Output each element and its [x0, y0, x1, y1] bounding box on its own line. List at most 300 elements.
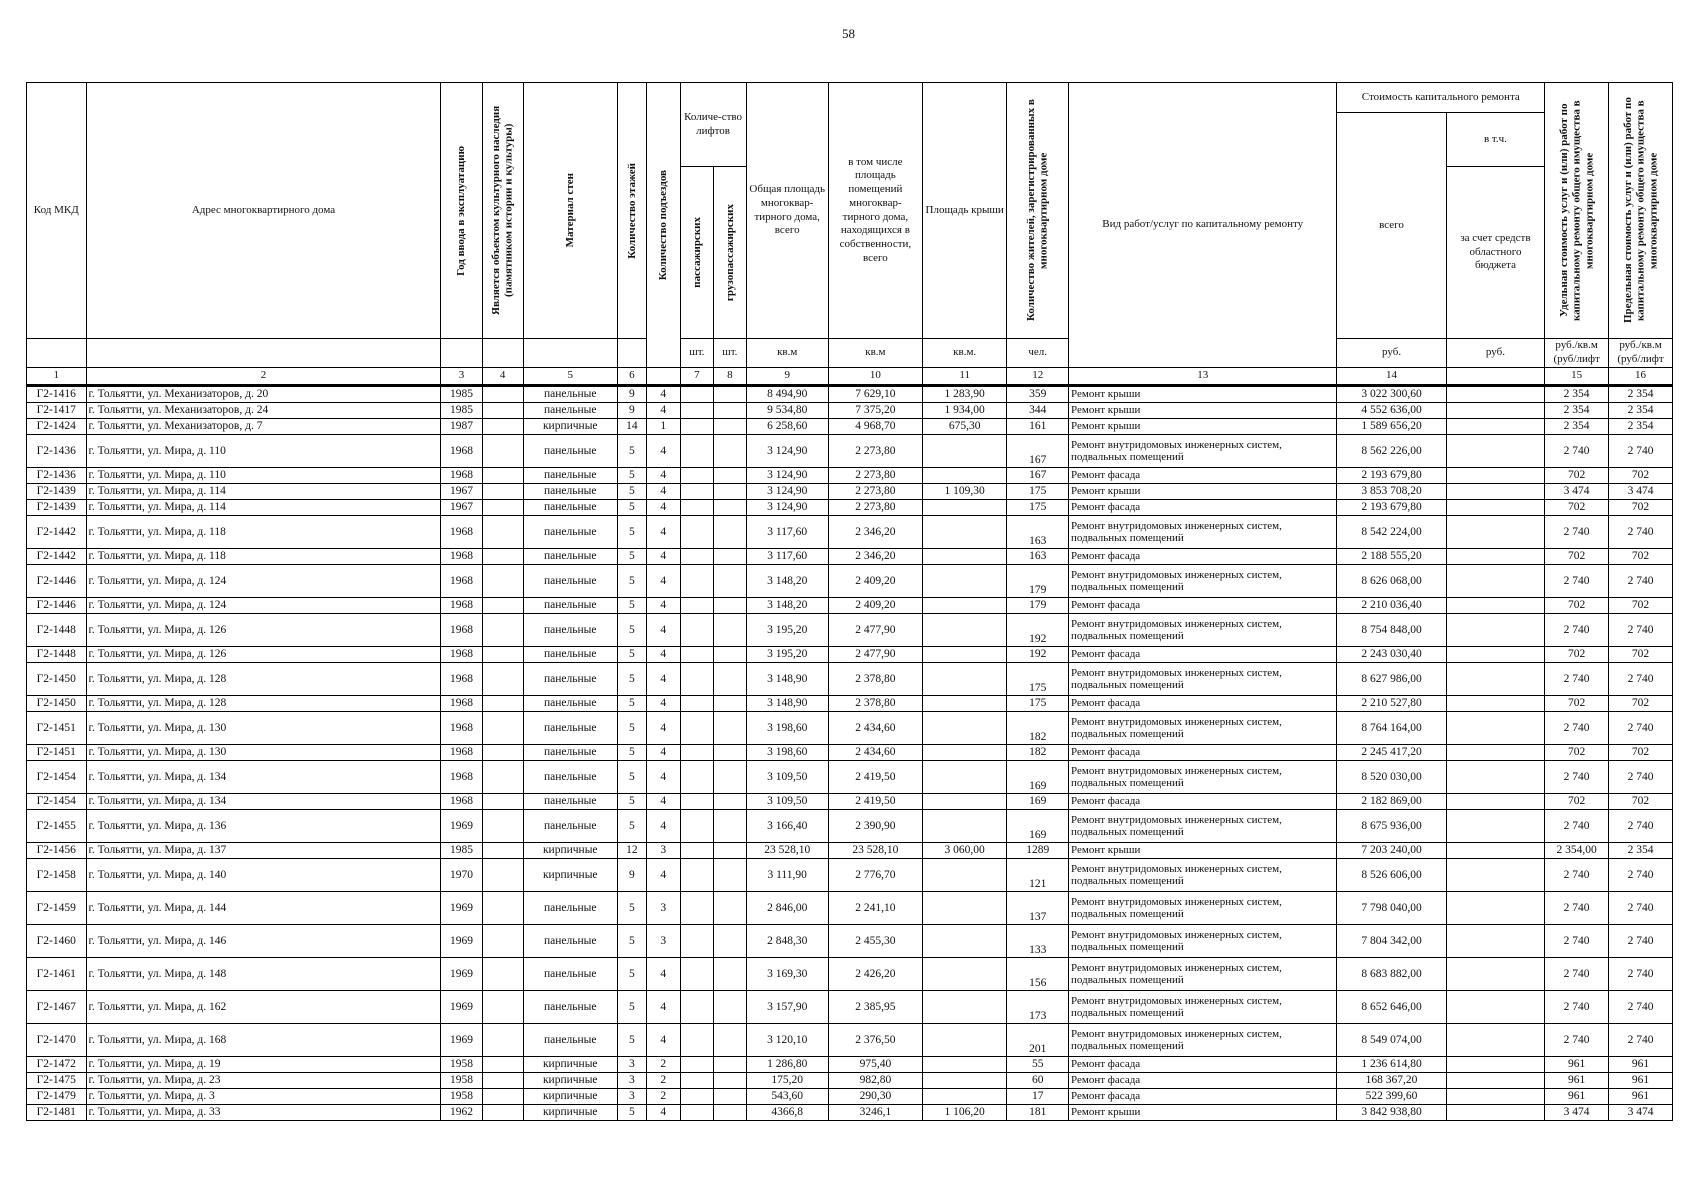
cell-entrances: 4	[647, 598, 681, 614]
table-row	[27, 892, 1673, 925]
cell-roof-area	[922, 1057, 1006, 1073]
table-row	[27, 810, 1673, 843]
cell-code: Г2-1416	[27, 386, 87, 403]
cell-floors: 5	[617, 516, 646, 549]
cell-unit-cost: 702	[1545, 696, 1609, 712]
cell-owned-area: 2 273,80	[828, 435, 922, 468]
cell-owned-area: 975,40	[828, 1057, 922, 1073]
cell-floors: 5	[617, 500, 646, 516]
cell-entrances: 4	[647, 991, 681, 1024]
cell-limit-cost: 2 354	[1609, 386, 1673, 403]
cell-limit-cost: 2 740	[1609, 892, 1673, 925]
table-row	[27, 859, 1673, 892]
cell-address: г. Тольятти, ул. Мира, д. 130	[86, 712, 441, 745]
cell-residents: 133	[1007, 925, 1069, 958]
cell-unit-cost: 3 474	[1545, 1105, 1609, 1121]
table-row	[27, 386, 1673, 403]
cell-unit-cost: 2 740	[1545, 761, 1609, 794]
cell-address: г. Тольятти, ул. Механизаторов, д. 24	[86, 403, 441, 419]
cell-code: Г2-1439	[27, 484, 87, 500]
table-row	[27, 794, 1673, 810]
cell-cost-regional	[1446, 1024, 1544, 1057]
cell-cost-regional	[1446, 1057, 1544, 1073]
cell-total-area: 8 494,90	[746, 386, 828, 403]
cell-address: г. Тольятти, ул. Мира, д. 140	[86, 859, 441, 892]
cell-address: г. Тольятти, ул. Мира, д. 114	[86, 484, 441, 500]
column-number: 14	[1337, 368, 1446, 386]
cell-residents: 60	[1007, 1073, 1069, 1089]
cell-address: г. Тольятти, ул. Механизаторов, д. 20	[86, 386, 441, 403]
cell-cost-regional	[1446, 484, 1544, 500]
cell-heritage	[482, 1089, 523, 1105]
cell-walls: панельные	[523, 484, 617, 500]
cell-lifts-passenger	[680, 549, 714, 565]
cell-cost-regional	[1446, 991, 1544, 1024]
cell-lifts-passenger	[680, 468, 714, 484]
cell-address: г. Тольятти, ул. Мира, д. 128	[86, 663, 441, 696]
cell-year: 1958	[441, 1057, 482, 1073]
cell-walls: панельные	[523, 403, 617, 419]
cell-limit-cost: 961	[1609, 1057, 1673, 1073]
cell-work-type: Ремонт фасада	[1069, 1057, 1337, 1073]
cell-limit-cost: 702	[1609, 468, 1673, 484]
cell-entrances: 4	[647, 549, 681, 565]
cell-floors: 12	[617, 843, 646, 859]
table-header	[27, 83, 1673, 386]
cell-heritage	[482, 843, 523, 859]
cell-owned-area: 2 378,80	[828, 696, 922, 712]
cell-year: 1968	[441, 516, 482, 549]
cell-cost-total: 522 399,60	[1337, 1089, 1446, 1105]
cell-limit-cost: 2 740	[1609, 810, 1673, 843]
cell-address: г. Тольятти, ул. Мира, д. 130	[86, 745, 441, 761]
cell-residents: 137	[1007, 892, 1069, 925]
cell-lifts-passenger	[680, 745, 714, 761]
cell-work-type: Ремонт внутридомовых инженерных систем, подвальных помещений	[1069, 991, 1337, 1024]
cell-total-area: 9 534,80	[746, 403, 828, 419]
cell-lifts-cargo	[714, 598, 746, 614]
cell-code: Г2-1451	[27, 745, 87, 761]
cell-unit-cost: 702	[1545, 794, 1609, 810]
cell-floors: 5	[617, 647, 646, 663]
cell-roof-area	[922, 991, 1006, 1024]
cell-lifts-passenger	[680, 403, 714, 419]
cell-unit-cost: 2 740	[1545, 712, 1609, 745]
cell-heritage	[482, 958, 523, 991]
column-number: 2	[86, 368, 441, 386]
unit-cell	[441, 339, 482, 368]
header-walls-label: Материал стен	[563, 173, 576, 248]
cell-address: г. Тольятти, ул. Мира, д. 128	[86, 696, 441, 712]
cell-lifts-passenger	[680, 614, 714, 647]
header-work-type: Вид работ/услуг по капитальному ремонту	[1069, 83, 1337, 368]
cell-work-type: Ремонт внутридомовых инженерных систем, подвальных помещений	[1069, 958, 1337, 991]
cell-unit-cost: 961	[1545, 1089, 1609, 1105]
table-row	[27, 500, 1673, 516]
cell-code: Г2-1479	[27, 1089, 87, 1105]
cell-limit-cost: 2 740	[1609, 859, 1673, 892]
cell-year: 1968	[441, 468, 482, 484]
cell-lifts-cargo	[714, 419, 746, 435]
cell-walls: панельные	[523, 549, 617, 565]
cell-address: г. Тольятти, ул. Мира, д. 126	[86, 647, 441, 663]
cell-residents: 344	[1007, 403, 1069, 419]
cell-residents: 182	[1007, 745, 1069, 761]
cell-code: Г2-1436	[27, 435, 87, 468]
cell-heritage	[482, 419, 523, 435]
unit-unit-cost: руб./кв.м (руб/лифт	[1545, 339, 1609, 368]
cell-entrances: 2	[647, 1057, 681, 1073]
cell-cost-regional	[1446, 892, 1544, 925]
cell-lifts-cargo	[714, 565, 746, 598]
cell-total-area: 3 120,10	[746, 1024, 828, 1057]
cell-lifts-cargo	[714, 712, 746, 745]
cell-year: 1968	[441, 745, 482, 761]
cell-lifts-cargo	[714, 1089, 746, 1105]
cell-work-type: Ремонт фасада	[1069, 696, 1337, 712]
cell-unit-cost: 2 740	[1545, 925, 1609, 958]
cell-code: Г2-1446	[27, 598, 87, 614]
cell-code: Г2-1475	[27, 1073, 87, 1089]
cell-address: г. Тольятти, ул. Мира, д. 3	[86, 1089, 441, 1105]
cell-heritage	[482, 386, 523, 403]
cell-roof-area	[922, 958, 1006, 991]
cell-work-type: Ремонт крыши	[1069, 484, 1337, 500]
cell-lifts-cargo	[714, 843, 746, 859]
cell-roof-area	[922, 1089, 1006, 1105]
header-unit-cost	[1545, 83, 1609, 339]
cell-address: г. Тольятти, ул. Мира, д. 124	[86, 598, 441, 614]
cell-address: г. Тольятти, ул. Мира, д. 23	[86, 1073, 441, 1089]
cell-roof-area	[922, 435, 1006, 468]
cell-total-area: 2 848,30	[746, 925, 828, 958]
unit-cost-regional: руб.	[1446, 339, 1544, 368]
cell-entrances: 4	[647, 614, 681, 647]
cell-cost-total: 8 626 068,00	[1337, 565, 1446, 598]
cell-year: 1969	[441, 991, 482, 1024]
cell-cost-total: 2 243 030,40	[1337, 647, 1446, 663]
cell-entrances: 4	[647, 435, 681, 468]
cell-owned-area: 7 629,10	[828, 386, 922, 403]
cell-total-area: 3 148,20	[746, 598, 828, 614]
cell-year: 1987	[441, 419, 482, 435]
cell-lifts-cargo	[714, 386, 746, 403]
cell-entrances: 3	[647, 843, 681, 859]
cell-residents: 156	[1007, 958, 1069, 991]
header-heritage-label: Является объектом культурного наследия (памятником истории и культуры)	[489, 105, 515, 316]
cell-cost-total: 1 236 614,80	[1337, 1057, 1446, 1073]
cell-code: Г2-1461	[27, 958, 87, 991]
unit-total-area: кв.м	[746, 339, 828, 368]
column-number: 15	[1545, 368, 1609, 386]
cell-cost-regional	[1446, 1073, 1544, 1089]
cell-year: 1985	[441, 843, 482, 859]
cell-limit-cost: 2 740	[1609, 712, 1673, 745]
cell-limit-cost: 3 474	[1609, 484, 1673, 500]
cell-heritage	[482, 712, 523, 745]
cell-heritage	[482, 810, 523, 843]
cell-roof-area	[922, 1024, 1006, 1057]
cell-year: 1969	[441, 925, 482, 958]
column-number: 4	[482, 368, 523, 386]
cell-address: г. Тольятти, ул. Мира, д. 134	[86, 794, 441, 810]
table-row	[27, 647, 1673, 663]
cell-total-area: 3 117,60	[746, 516, 828, 549]
cell-cost-total: 3 022 300,60	[1337, 386, 1446, 403]
cell-year: 1968	[441, 565, 482, 598]
table-row	[27, 663, 1673, 696]
cell-residents: 1289	[1007, 843, 1069, 859]
cell-residents: 169	[1007, 761, 1069, 794]
table-row	[27, 516, 1673, 549]
column-numbers-row	[27, 368, 1673, 386]
cell-cost-regional	[1446, 549, 1544, 565]
table-row	[27, 696, 1673, 712]
cell-limit-cost: 2 740	[1609, 663, 1673, 696]
cell-work-type: Ремонт фасада	[1069, 1073, 1337, 1089]
cell-address: г. Тольятти, ул. Мира, д. 33	[86, 1105, 441, 1121]
cell-lifts-cargo	[714, 1073, 746, 1089]
cell-residents: 163	[1007, 549, 1069, 565]
cell-address: г. Тольятти, ул. Механизаторов, д. 7	[86, 419, 441, 435]
cell-total-area: 3 198,60	[746, 712, 828, 745]
cell-code: Г2-1460	[27, 925, 87, 958]
cell-work-type: Ремонт фасада	[1069, 794, 1337, 810]
cell-residents: 175	[1007, 663, 1069, 696]
cell-lifts-passenger	[680, 1024, 714, 1057]
cell-heritage	[482, 614, 523, 647]
cell-walls: панельные	[523, 892, 617, 925]
cell-entrances: 4	[647, 745, 681, 761]
cell-limit-cost: 2 740	[1609, 761, 1673, 794]
cell-cost-regional	[1446, 614, 1544, 647]
table-row	[27, 468, 1673, 484]
cell-work-type: Ремонт фасада	[1069, 1089, 1337, 1105]
cell-lifts-cargo	[714, 663, 746, 696]
cell-lifts-cargo	[714, 745, 746, 761]
cell-unit-cost: 2 740	[1545, 810, 1609, 843]
cell-total-area: 175,20	[746, 1073, 828, 1089]
cell-cost-regional	[1446, 843, 1544, 859]
cell-walls: панельные	[523, 712, 617, 745]
cell-owned-area: 2 241,10	[828, 892, 922, 925]
cell-roof-area	[922, 647, 1006, 663]
cell-year: 1970	[441, 859, 482, 892]
cell-roof-area	[922, 468, 1006, 484]
cell-roof-area	[922, 549, 1006, 565]
cell-cost-total: 8 542 224,00	[1337, 516, 1446, 549]
cell-address: г. Тольятти, ул. Мира, д. 148	[86, 958, 441, 991]
cell-unit-cost: 702	[1545, 598, 1609, 614]
cell-residents: 201	[1007, 1024, 1069, 1057]
table-row	[27, 1057, 1673, 1073]
column-number	[1446, 368, 1544, 386]
cell-code: Г2-1448	[27, 614, 87, 647]
cell-work-type: Ремонт внутридомовых инженерных систем, подвальных помещений	[1069, 892, 1337, 925]
header-residents	[1007, 83, 1069, 339]
cell-code: Г2-1472	[27, 1057, 87, 1073]
cell-total-area: 3 166,40	[746, 810, 828, 843]
unit-limit-cost: руб./кв.м (руб/лифт	[1609, 339, 1673, 368]
cell-walls: панельные	[523, 468, 617, 484]
cell-heritage	[482, 925, 523, 958]
unit-roof-area: кв.м.	[922, 339, 1006, 368]
column-number: 1	[27, 368, 87, 386]
cell-roof-area	[922, 1073, 1006, 1089]
cell-total-area: 3 198,60	[746, 745, 828, 761]
cell-year: 1968	[441, 614, 482, 647]
cell-floors: 5	[617, 565, 646, 598]
cell-unit-cost: 702	[1545, 500, 1609, 516]
cell-work-type: Ремонт внутридомовых инженерных систем, подвальных помещений	[1069, 565, 1337, 598]
cell-lifts-passenger	[680, 843, 714, 859]
cell-code: Г2-1470	[27, 1024, 87, 1057]
cell-lifts-cargo	[714, 516, 746, 549]
cell-code: Г2-1458	[27, 859, 87, 892]
cell-limit-cost: 2 740	[1609, 958, 1673, 991]
table-body	[27, 386, 1673, 1121]
cell-heritage	[482, 484, 523, 500]
cell-owned-area: 2 409,20	[828, 598, 922, 614]
cell-roof-area	[922, 598, 1006, 614]
cell-floors: 3	[617, 1073, 646, 1089]
cell-total-area: 3 109,50	[746, 794, 828, 810]
cell-year: 1968	[441, 435, 482, 468]
cell-total-area: 3 148,90	[746, 663, 828, 696]
cell-floors: 9	[617, 859, 646, 892]
cell-owned-area: 2 477,90	[828, 647, 922, 663]
column-number: 8	[714, 368, 746, 386]
header-residents-label: Количество жителей, зарегистрированных в многоквартирном доме	[1025, 99, 1050, 322]
cell-unit-cost: 2 354	[1545, 419, 1609, 435]
cell-residents: 175	[1007, 696, 1069, 712]
cell-lifts-passenger	[680, 435, 714, 468]
cell-year: 1958	[441, 1089, 482, 1105]
cell-owned-area: 23 528,10	[828, 843, 922, 859]
cell-lifts-passenger	[680, 419, 714, 435]
cell-floors: 5	[617, 958, 646, 991]
cell-cost-total: 8 549 074,00	[1337, 1024, 1446, 1057]
cell-unit-cost: 702	[1545, 647, 1609, 663]
cell-walls: панельные	[523, 435, 617, 468]
cell-heritage	[482, 663, 523, 696]
cell-year: 1968	[441, 712, 482, 745]
cell-work-type: Ремонт крыши	[1069, 1105, 1337, 1121]
cell-cost-total: 2 193 679,80	[1337, 500, 1446, 516]
cell-address: г. Тольятти, ул. Мира, д. 162	[86, 991, 441, 1024]
cell-entrances: 4	[647, 958, 681, 991]
cell-floors: 5	[617, 892, 646, 925]
cell-lifts-passenger	[680, 892, 714, 925]
cell-floors: 5	[617, 549, 646, 565]
unit-cell	[86, 339, 441, 368]
cell-roof-area: 675,30	[922, 419, 1006, 435]
cell-limit-cost: 2 354	[1609, 403, 1673, 419]
cell-entrances: 4	[647, 663, 681, 696]
cell-roof-area	[922, 663, 1006, 696]
table-row	[27, 712, 1673, 745]
cell-address: г. Тольятти, ул. Мира, д. 19	[86, 1057, 441, 1073]
header-floors	[617, 83, 646, 339]
cell-entrances: 4	[647, 500, 681, 516]
cell-entrances: 3	[647, 925, 681, 958]
cell-floors: 5	[617, 435, 646, 468]
cell-walls: панельные	[523, 386, 617, 403]
header-cost-total: всего	[1337, 113, 1446, 339]
cell-roof-area	[922, 500, 1006, 516]
cell-heritage	[482, 435, 523, 468]
cell-year: 1967	[441, 500, 482, 516]
cell-heritage	[482, 565, 523, 598]
cell-walls: панельные	[523, 1024, 617, 1057]
table-row	[27, 1073, 1673, 1089]
header-address: Адрес многоквартирного дома	[86, 83, 441, 339]
cell-heritage	[482, 1024, 523, 1057]
header-lifts-cargo	[714, 167, 746, 339]
header-year	[441, 83, 482, 339]
cell-walls: панельные	[523, 810, 617, 843]
cell-walls: кирпичные	[523, 1089, 617, 1105]
cell-code: Г2-1439	[27, 500, 87, 516]
cell-unit-cost: 2 740	[1545, 1024, 1609, 1057]
cell-heritage	[482, 1073, 523, 1089]
cell-total-area: 6 258,60	[746, 419, 828, 435]
cell-walls: кирпичные	[523, 1105, 617, 1121]
cell-owned-area: 2 273,80	[828, 484, 922, 500]
cell-work-type: Ремонт внутридомовых инженерных систем, подвальных помещений	[1069, 810, 1337, 843]
cell-cost-total: 8 562 226,00	[1337, 435, 1446, 468]
cell-address: г. Тольятти, ул. Мира, д. 144	[86, 892, 441, 925]
cell-limit-cost: 702	[1609, 598, 1673, 614]
cell-total-area: 3 195,20	[746, 614, 828, 647]
table-row	[27, 403, 1673, 419]
cell-total-area: 3 124,90	[746, 484, 828, 500]
cell-floors: 5	[617, 696, 646, 712]
cell-address: г. Тольятти, ул. Мира, д. 114	[86, 500, 441, 516]
cell-lifts-passenger	[680, 761, 714, 794]
cell-address: г. Тольятти, ул. Мира, д. 118	[86, 516, 441, 549]
cell-limit-cost: 2 740	[1609, 991, 1673, 1024]
cell-total-area: 3 117,60	[746, 549, 828, 565]
table-row	[27, 484, 1673, 500]
header-limit-cost-label: Предельная стоимость услуг и (или) работ по капитальному ремонту общего имущества в многоквартирном доме	[1621, 97, 1659, 324]
cell-lifts-passenger	[680, 859, 714, 892]
cell-cost-regional	[1446, 647, 1544, 663]
cell-cost-regional	[1446, 1089, 1544, 1105]
table-row	[27, 745, 1673, 761]
cell-walls: панельные	[523, 958, 617, 991]
column-number	[647, 368, 681, 386]
cell-entrances: 4	[647, 647, 681, 663]
column-number: 5	[523, 368, 617, 386]
cell-owned-area: 2 376,50	[828, 1024, 922, 1057]
cell-owned-area: 2 419,50	[828, 761, 922, 794]
cell-total-area: 3 124,90	[746, 468, 828, 484]
cell-year: 1968	[441, 663, 482, 696]
cell-work-type: Ремонт фасада	[1069, 549, 1337, 565]
cell-roof-area	[922, 696, 1006, 712]
cell-floors: 5	[617, 468, 646, 484]
cell-cost-total: 2 245 417,20	[1337, 745, 1446, 761]
cell-address: г. Тольятти, ул. Мира, д. 168	[86, 1024, 441, 1057]
cell-floors: 5	[617, 810, 646, 843]
cell-residents: 167	[1007, 468, 1069, 484]
table-row	[27, 419, 1673, 435]
cell-owned-area: 2 273,80	[828, 500, 922, 516]
cell-year: 1969	[441, 810, 482, 843]
cell-cost-regional	[1446, 925, 1544, 958]
unit-cost-total: руб.	[1337, 339, 1446, 368]
